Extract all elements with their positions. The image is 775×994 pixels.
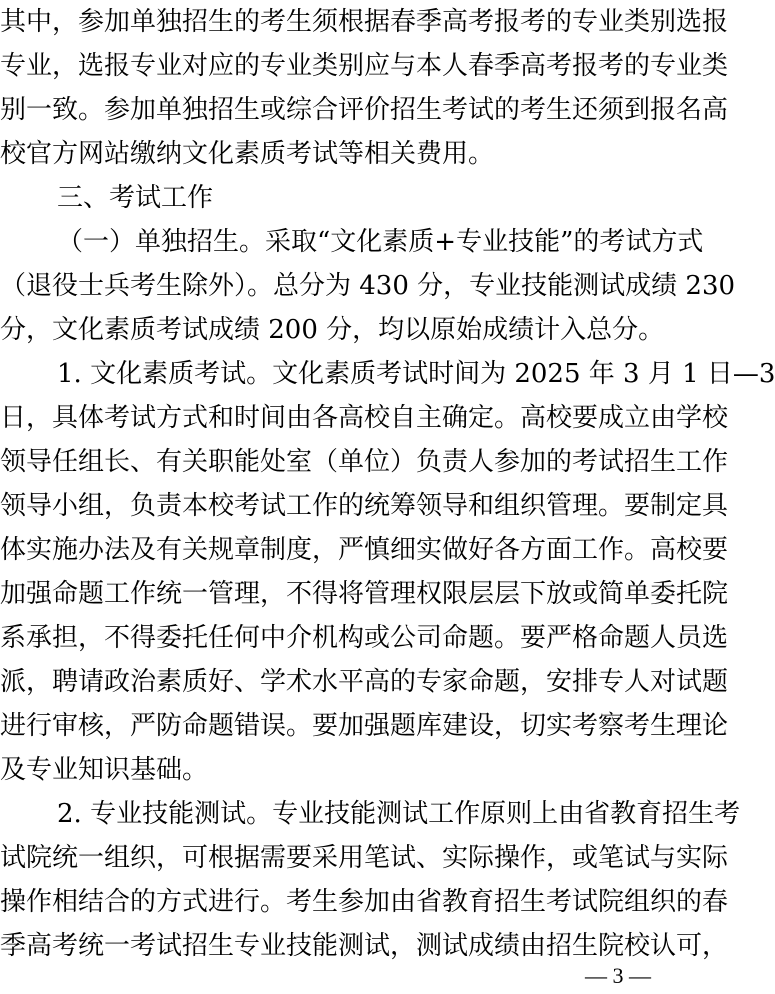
paragraph-line: 校官方网站缴纳文化素质考试等相关费用。 [0,139,495,169]
paragraph-line: 及专业知识基础。 [0,755,209,785]
paragraph-line: 派，聘请政治素质好、学术水平高的专家命题，安排专人对试题 [0,667,729,697]
paragraph-line: 日，具体考试方式和时间由各高校自主确定。高校要成立由学校 [0,403,729,433]
subsection-line [57,221,704,263]
section-heading: 三、考试工作 [57,183,214,213]
paragraph-line: （退役士兵考生除外）。总分为 430 分，专业技能测试成绩 230 [0,271,736,301]
paragraph-line: 操作相结合的方式进行。考生参加由省教育招生考试院组织的春 [0,887,729,917]
paragraph-line: 体实施办法及有关规章制度，严慎细实做好各方面工作。高校要 [0,535,729,565]
paragraph-line: 领导小组，负责本校考试工作的统筹领导和组织管理。要制定具 [0,491,729,521]
paragraph-line: 试院统一组织，可根据需要采用笔试、实际操作，或笔试与实际 [0,843,729,873]
paragraph-line: 1. 文化素质考试。文化素质考试时间为 2025 年 3 月 1 日—3 [57,359,775,389]
paragraph-line: 专业，选报专业对应的专业类别应与本人春季高考报考的专业类 [0,51,729,81]
paragraph-line: 分，文化素质考试成绩 200 分，均以原始成绩计入总分。 [0,315,665,345]
paragraph-line: 系承担，不得委托任何中介机构或公司命题。要严格命题人员选 [0,623,729,653]
subsection-heading: （一）单独招生。 [57,227,266,257]
paragraph-line: 2. 专业技能测试。专业技能测试工作原则上由省教育招生考 [57,799,741,829]
paragraph-line: 进行审核，严防命题错误。要加强题库建设，切实考察考生理论 [0,711,729,741]
paragraph-line: 领导任组长、有关职能处室（单位）负责人参加的考试招生工作 [0,447,729,477]
page-number: — 3 — [585,963,651,988]
paragraph-text: 采取“文化素质+专业技能”的考试方式 [265,227,704,257]
paragraph-line: 别一致。参加单独招生或综合评价招生考试的考生还须到报名高 [0,95,729,125]
paragraph-line: 其中，参加单独招生的考生须根据春季高考报考的专业类别选报 [0,7,729,37]
paragraph-line: 季高考统一考试招生专业技能测试，测试成绩由招生院校认可， [0,931,729,961]
paragraph-line: 加强命题工作统一管理，不得将管理权限层层下放或简单委托院 [0,579,729,609]
